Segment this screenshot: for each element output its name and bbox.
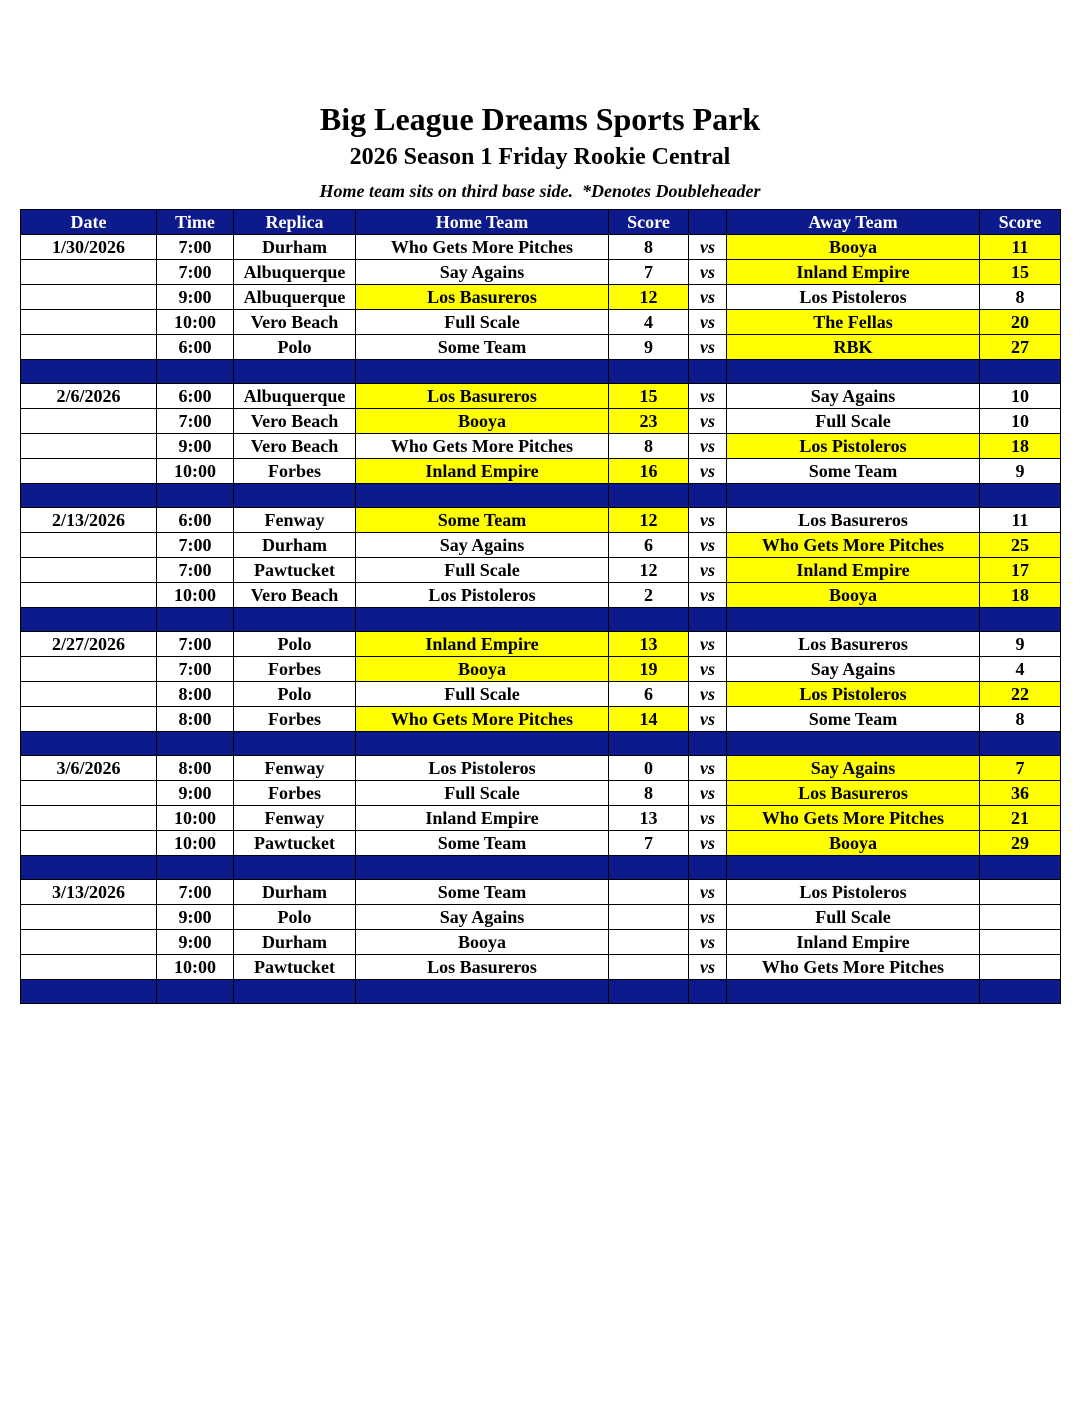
game-date: 2/6/2026 — [21, 384, 157, 409]
game-row — [21, 459, 1061, 484]
game-time: 9:00 — [157, 434, 234, 459]
away-score: 15 — [980, 260, 1061, 285]
separator-cell — [356, 360, 609, 384]
separator-cell — [727, 856, 980, 880]
separator-cell — [157, 980, 234, 1004]
separator-cell — [21, 980, 157, 1004]
week-separator — [21, 608, 1061, 632]
away-score: 10 — [980, 409, 1061, 434]
away-team: Some Team — [727, 707, 980, 732]
game-row — [21, 930, 1061, 955]
schedule-table — [20, 209, 1061, 1004]
separator-cell — [689, 980, 727, 1004]
separator-cell — [980, 608, 1061, 632]
game-date — [21, 285, 157, 310]
separator-cell — [234, 732, 356, 756]
vs-label: vs — [689, 657, 727, 682]
game-row — [21, 880, 1061, 905]
game-row — [21, 756, 1061, 781]
away-score — [980, 905, 1061, 930]
separator-cell — [980, 980, 1061, 1004]
away-team: RBK — [727, 335, 980, 360]
home-score: 8 — [609, 235, 689, 260]
game-time: 7:00 — [157, 880, 234, 905]
game-time: 7:00 — [157, 632, 234, 657]
away-score: 10 — [980, 384, 1061, 409]
vs-label: vs — [689, 459, 727, 484]
game-replica: Forbes — [234, 459, 356, 484]
home-score: 13 — [609, 806, 689, 831]
header-away-team: Away Team — [727, 210, 980, 235]
game-date — [21, 434, 157, 459]
home-score: 2 — [609, 583, 689, 608]
game-row — [21, 583, 1061, 608]
away-team: Los Basureros — [727, 781, 980, 806]
separator-cell — [356, 980, 609, 1004]
page-title: Big League Dreams Sports Park — [319, 101, 761, 137]
separator-cell — [21, 856, 157, 880]
separator-cell — [21, 608, 157, 632]
game-row — [21, 955, 1061, 980]
separator-cell — [157, 608, 234, 632]
separator-cell — [157, 856, 234, 880]
separator-cell — [980, 360, 1061, 384]
away-team: Who Gets More Pitches — [727, 955, 980, 980]
vs-label: vs — [689, 756, 727, 781]
home-team: Los Basureros — [356, 384, 609, 409]
home-team: Inland Empire — [356, 806, 609, 831]
vs-label: vs — [689, 955, 727, 980]
game-replica: Pawtucket — [234, 558, 356, 583]
game-row — [21, 260, 1061, 285]
header-away-score: Score — [980, 210, 1061, 235]
vs-label: vs — [689, 335, 727, 360]
vs-label: vs — [689, 384, 727, 409]
game-time: 8:00 — [157, 682, 234, 707]
away-team: Los Pistoleros — [727, 880, 980, 905]
home-score — [609, 880, 689, 905]
separator-cell — [980, 484, 1061, 508]
vs-label: vs — [689, 558, 727, 583]
game-time: 9:00 — [157, 781, 234, 806]
away-score: 18 — [980, 434, 1061, 459]
home-score: 9 — [609, 335, 689, 360]
separator-cell — [234, 980, 356, 1004]
home-team: Booya — [356, 930, 609, 955]
game-time: 7:00 — [157, 558, 234, 583]
game-replica: Polo — [234, 905, 356, 930]
game-replica: Forbes — [234, 657, 356, 682]
game-date — [21, 533, 157, 558]
game-time: 10:00 — [157, 310, 234, 335]
home-team: Los Basureros — [356, 285, 609, 310]
away-score: 18 — [980, 583, 1061, 608]
week-separator — [21, 856, 1061, 880]
game-row — [21, 831, 1061, 856]
separator-cell — [157, 360, 234, 384]
home-score: 6 — [609, 682, 689, 707]
away-team: Los Pistoleros — [727, 682, 980, 707]
vs-label: vs — [689, 831, 727, 856]
header-time: Time — [157, 210, 234, 235]
home-score: 12 — [609, 508, 689, 533]
header-row — [21, 210, 1061, 235]
game-time: 8:00 — [157, 756, 234, 781]
game-date: 2/27/2026 — [21, 632, 157, 657]
home-team: Booya — [356, 409, 609, 434]
vs-label: vs — [689, 434, 727, 459]
away-score: 27 — [980, 335, 1061, 360]
away-score — [980, 880, 1061, 905]
separator-cell — [689, 608, 727, 632]
game-time: 9:00 — [157, 905, 234, 930]
header-home-score: Score — [609, 210, 689, 235]
schedule-body — [21, 235, 1061, 1004]
home-team: Full Scale — [356, 558, 609, 583]
game-row — [21, 632, 1061, 657]
vs-label: vs — [689, 533, 727, 558]
home-score: 23 — [609, 409, 689, 434]
away-team: Los Pistoleros — [727, 285, 980, 310]
game-replica: Albuquerque — [234, 384, 356, 409]
game-date — [21, 930, 157, 955]
away-team: Inland Empire — [727, 930, 980, 955]
separator-cell — [356, 856, 609, 880]
home-team: Full Scale — [356, 310, 609, 335]
home-team: Los Pistoleros — [356, 583, 609, 608]
vs-label: vs — [689, 930, 727, 955]
separator-cell — [980, 856, 1061, 880]
game-row — [21, 558, 1061, 583]
away-team: Inland Empire — [727, 260, 980, 285]
away-team: Full Scale — [727, 409, 980, 434]
game-replica: Vero Beach — [234, 583, 356, 608]
game-time: 7:00 — [157, 235, 234, 260]
home-score: 19 — [609, 657, 689, 682]
home-score — [609, 955, 689, 980]
away-team: The Fellas — [727, 310, 980, 335]
home-score: 8 — [609, 434, 689, 459]
game-date: 3/13/2026 — [21, 880, 157, 905]
home-score: 4 — [609, 310, 689, 335]
away-team: Say Agains — [727, 384, 980, 409]
away-score: 7 — [980, 756, 1061, 781]
separator-cell — [356, 608, 609, 632]
home-team: Who Gets More Pitches — [356, 235, 609, 260]
game-replica: Durham — [234, 930, 356, 955]
away-team: Los Basureros — [727, 632, 980, 657]
home-score: 14 — [609, 707, 689, 732]
game-replica: Vero Beach — [234, 434, 356, 459]
away-score: 22 — [980, 682, 1061, 707]
home-team: Say Agains — [356, 533, 609, 558]
game-replica: Polo — [234, 335, 356, 360]
away-team: Inland Empire — [727, 558, 980, 583]
game-row — [21, 657, 1061, 682]
home-team: Some Team — [356, 335, 609, 360]
game-time: 8:00 — [157, 707, 234, 732]
home-team: Say Agains — [356, 905, 609, 930]
separator-cell — [234, 608, 356, 632]
away-score: 25 — [980, 533, 1061, 558]
game-date — [21, 335, 157, 360]
separator-cell — [234, 360, 356, 384]
vs-label: vs — [689, 806, 727, 831]
home-score: 15 — [609, 384, 689, 409]
game-row — [21, 409, 1061, 434]
separator-cell — [21, 732, 157, 756]
vs-label: vs — [689, 632, 727, 657]
separator-cell — [980, 732, 1061, 756]
vs-label: vs — [689, 235, 727, 260]
game-replica: Fenway — [234, 806, 356, 831]
home-team: Los Pistoleros — [356, 756, 609, 781]
game-date — [21, 583, 157, 608]
game-time: 10:00 — [157, 583, 234, 608]
header-vs — [689, 210, 727, 235]
game-replica: Forbes — [234, 781, 356, 806]
separator-cell — [689, 360, 727, 384]
separator-cell — [727, 608, 980, 632]
home-score: 0 — [609, 756, 689, 781]
game-time: 7:00 — [157, 657, 234, 682]
game-date — [21, 806, 157, 831]
game-replica: Fenway — [234, 508, 356, 533]
game-date — [21, 558, 157, 583]
separator-cell — [21, 484, 157, 508]
separator-cell — [727, 484, 980, 508]
separator-cell — [727, 360, 980, 384]
home-team: Who Gets More Pitches — [356, 434, 609, 459]
home-score: 16 — [609, 459, 689, 484]
game-row — [21, 682, 1061, 707]
game-replica: Durham — [234, 880, 356, 905]
game-row — [21, 310, 1061, 335]
home-team: Full Scale — [356, 682, 609, 707]
week-separator — [21, 360, 1061, 384]
game-time: 9:00 — [157, 285, 234, 310]
vs-label: vs — [689, 707, 727, 732]
vs-label: vs — [689, 260, 727, 285]
week-separator — [21, 732, 1061, 756]
game-row — [21, 235, 1061, 260]
game-time: 10:00 — [157, 955, 234, 980]
home-score — [609, 905, 689, 930]
game-time: 9:00 — [157, 930, 234, 955]
week-separator — [21, 980, 1061, 1004]
separator-cell — [609, 484, 689, 508]
away-score: 8 — [980, 707, 1061, 732]
away-score — [980, 930, 1061, 955]
game-time: 6:00 — [157, 508, 234, 533]
home-score: 13 — [609, 632, 689, 657]
game-date — [21, 831, 157, 856]
week-separator — [21, 484, 1061, 508]
home-score: 12 — [609, 558, 689, 583]
game-replica: Vero Beach — [234, 409, 356, 434]
away-score — [980, 955, 1061, 980]
away-score: 21 — [980, 806, 1061, 831]
game-date — [21, 260, 157, 285]
separator-cell — [727, 732, 980, 756]
schedule-note: Home team sits on third base side. *Denotes Doubleheader — [319, 181, 761, 201]
vs-label: vs — [689, 682, 727, 707]
away-team: Los Basureros — [727, 508, 980, 533]
game-date — [21, 657, 157, 682]
game-row — [21, 781, 1061, 806]
game-replica: Forbes — [234, 707, 356, 732]
page-subtitle: 2026 Season 1 Friday Rookie Central — [349, 144, 731, 170]
separator-cell — [356, 484, 609, 508]
game-row — [21, 434, 1061, 459]
separator-cell — [689, 484, 727, 508]
header-home-team: Home Team — [356, 210, 609, 235]
game-time: 10:00 — [157, 806, 234, 831]
separator-cell — [356, 732, 609, 756]
separator-cell — [157, 484, 234, 508]
away-score: 9 — [980, 632, 1061, 657]
away-team: Who Gets More Pitches — [727, 533, 980, 558]
home-team: Who Gets More Pitches — [356, 707, 609, 732]
vs-label: vs — [689, 409, 727, 434]
away-score: 11 — [980, 508, 1061, 533]
away-team: Some Team — [727, 459, 980, 484]
away-score: 4 — [980, 657, 1061, 682]
game-date — [21, 310, 157, 335]
game-replica: Albuquerque — [234, 285, 356, 310]
home-score: 6 — [609, 533, 689, 558]
home-score — [609, 930, 689, 955]
game-time: 7:00 — [157, 409, 234, 434]
game-replica: Durham — [234, 235, 356, 260]
home-score: 8 — [609, 781, 689, 806]
home-score: 7 — [609, 831, 689, 856]
home-team: Some Team — [356, 880, 609, 905]
away-score: 17 — [980, 558, 1061, 583]
game-row — [21, 508, 1061, 533]
home-team: Los Basureros — [356, 955, 609, 980]
home-score: 7 — [609, 260, 689, 285]
game-date — [21, 781, 157, 806]
game-time: 6:00 — [157, 335, 234, 360]
separator-cell — [157, 732, 234, 756]
separator-cell — [689, 732, 727, 756]
home-team: Some Team — [356, 831, 609, 856]
away-team: Say Agains — [727, 756, 980, 781]
game-replica: Vero Beach — [234, 310, 356, 335]
game-replica: Polo — [234, 632, 356, 657]
game-replica: Polo — [234, 682, 356, 707]
game-time: 7:00 — [157, 533, 234, 558]
game-date: 2/13/2026 — [21, 508, 157, 533]
game-date — [21, 707, 157, 732]
game-date — [21, 459, 157, 484]
separator-cell — [689, 856, 727, 880]
vs-label: vs — [689, 508, 727, 533]
home-score: 12 — [609, 285, 689, 310]
separator-cell — [234, 856, 356, 880]
game-row — [21, 384, 1061, 409]
away-score: 20 — [980, 310, 1061, 335]
game-date — [21, 682, 157, 707]
vs-label: vs — [689, 310, 727, 335]
separator-cell — [21, 360, 157, 384]
game-date — [21, 955, 157, 980]
home-team: Inland Empire — [356, 459, 609, 484]
game-row — [21, 905, 1061, 930]
vs-label: vs — [689, 285, 727, 310]
away-team: Say Agains — [727, 657, 980, 682]
game-time: 10:00 — [157, 459, 234, 484]
away-team: Booya — [727, 235, 980, 260]
vs-label: vs — [689, 880, 727, 905]
away-score: 8 — [980, 285, 1061, 310]
separator-cell — [234, 484, 356, 508]
vs-label: vs — [689, 781, 727, 806]
away-team: Full Scale — [727, 905, 980, 930]
separator-cell — [609, 608, 689, 632]
separator-cell — [609, 856, 689, 880]
game-date: 1/30/2026 — [21, 235, 157, 260]
game-date — [21, 409, 157, 434]
separator-cell — [609, 732, 689, 756]
home-team: Some Team — [356, 508, 609, 533]
header-replica: Replica — [234, 210, 356, 235]
home-team: Booya — [356, 657, 609, 682]
game-row — [21, 533, 1061, 558]
away-score: 11 — [980, 235, 1061, 260]
away-team: Los Pistoleros — [727, 434, 980, 459]
game-row — [21, 707, 1061, 732]
game-time: 6:00 — [157, 384, 234, 409]
game-date: 3/6/2026 — [21, 756, 157, 781]
game-date — [21, 905, 157, 930]
away-score: 9 — [980, 459, 1061, 484]
home-team: Full Scale — [356, 781, 609, 806]
away-team: Booya — [727, 583, 980, 608]
away-score: 29 — [980, 831, 1061, 856]
away-team: Booya — [727, 831, 980, 856]
away-team: Who Gets More Pitches — [727, 806, 980, 831]
game-replica: Albuquerque — [234, 260, 356, 285]
home-team: Say Agains — [356, 260, 609, 285]
separator-cell — [609, 980, 689, 1004]
game-row — [21, 335, 1061, 360]
vs-label: vs — [689, 905, 727, 930]
game-row — [21, 806, 1061, 831]
game-time: 7:00 — [157, 260, 234, 285]
game-row — [21, 285, 1061, 310]
game-replica: Fenway — [234, 756, 356, 781]
separator-cell — [609, 360, 689, 384]
game-replica: Durham — [234, 533, 356, 558]
home-team: Inland Empire — [356, 632, 609, 657]
header-date: Date — [21, 210, 157, 235]
vs-label: vs — [689, 583, 727, 608]
game-replica: Pawtucket — [234, 955, 356, 980]
game-replica: Pawtucket — [234, 831, 356, 856]
away-score: 36 — [980, 781, 1061, 806]
separator-cell — [727, 980, 980, 1004]
game-time: 10:00 — [157, 831, 234, 856]
